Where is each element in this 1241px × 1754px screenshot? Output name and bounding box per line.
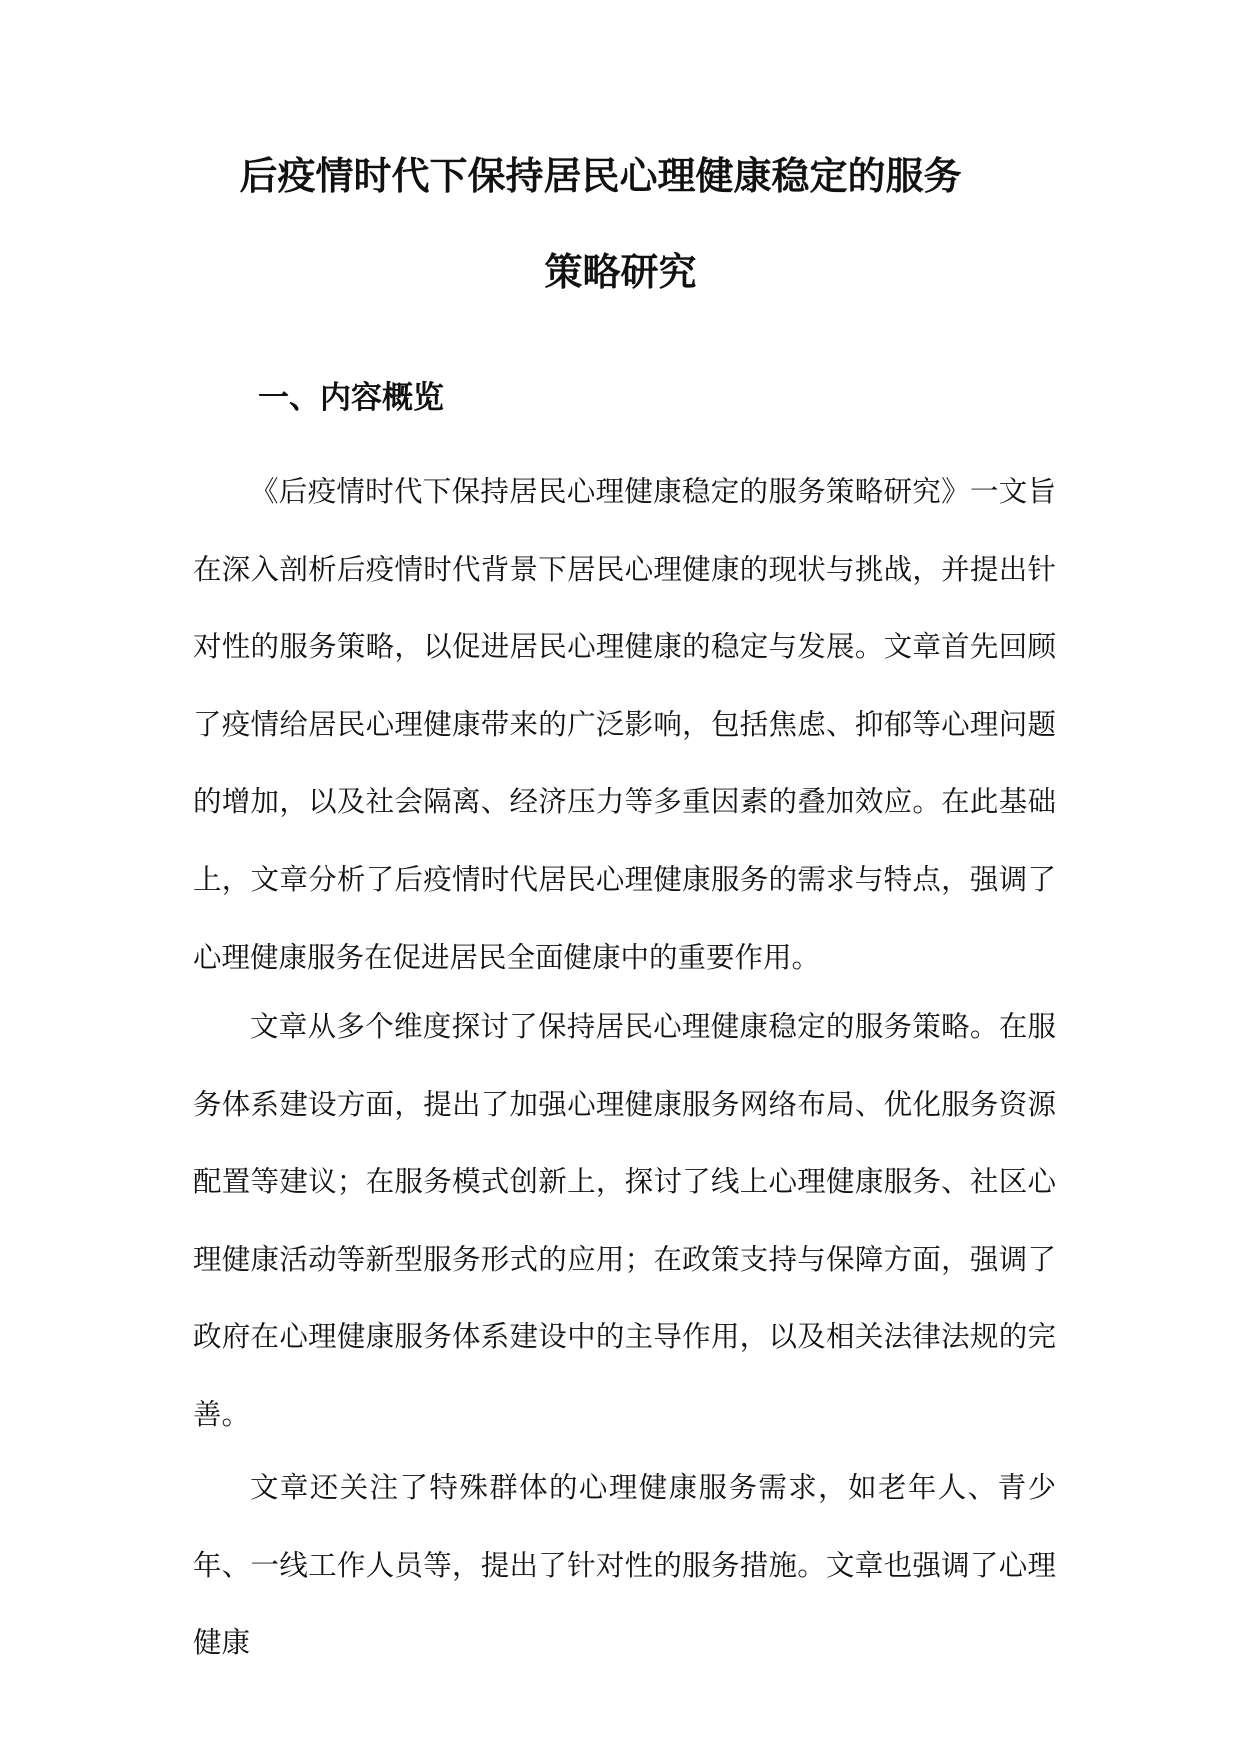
document-title-line-2: 策略研究 xyxy=(544,250,697,294)
body-paragraph-1: 《后疫情时代下保持居民心理健康稳定的服务策略研究》一文旨在深入剖析后疫情时代背景下居民心理健康的现状与挑战，并提出针对性的服务策略，以促进居民心理健康的稳定与发展。文章首先回顾了疫情给居民心理健康带来的广泛影响，包括焦虑、抑郁等心理问题的增加，以及社会隔离、经济压力等多重因素的叠加效应。在此基础上，文章分析了后疫情时代居民心理健康服务的需求与特点，强调了心理健康服务在促进居民全面健康中的重要作用。 xyxy=(193,475,1056,974)
body-paragraph-3: 文章还关注了特殊群体的心理健康服务需求，如老年人、青少年、一线工作人员等，提出了针对性的服务措施。文章也强调了心理健康 xyxy=(193,1471,1056,1660)
document-title-line-1: 后疫情时代下保持居民心理健康稳定的服务 xyxy=(239,154,962,198)
section-heading-overview: 一、内容概览 xyxy=(258,380,444,416)
body-paragraph-2: 文章从多个维度探讨了保持居民心理健康稳定的服务策略。在服务体系建设方面，提出了加强心理健康服务网络布局、优化服务资源配置等建议；在服务模式创新上，探讨了线上心理健康服务、社区心理健康活动等新型服务形式的应用；在政策支持与保障方面，强调了政府在心理健康服务体系建设中的主导作用，以及相关法律法规的完善。 xyxy=(193,1010,1056,1431)
